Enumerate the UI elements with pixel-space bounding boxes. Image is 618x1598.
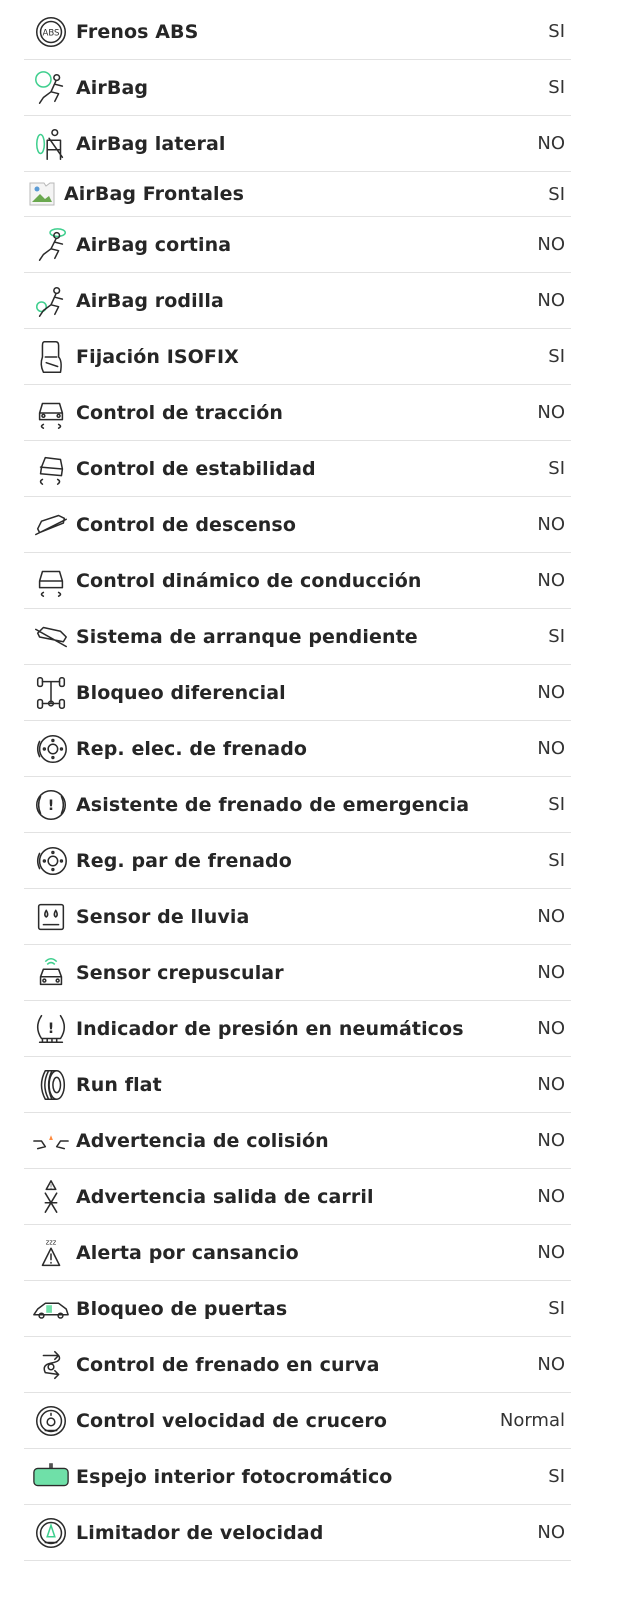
feature-label: AirBag Frontales [64,183,245,205]
feature-value: SI [548,183,565,205]
list-item [24,329,571,385]
feature-value: NO [537,402,565,423]
svg-text:!: ! [49,1183,53,1190]
feature-label: Bloqueo diferencial [76,681,286,704]
list-item [24,1393,571,1449]
rain-sensor-icon [24,897,76,937]
feature-label: AirBag lateral [76,132,226,155]
curtain-airbag-icon [24,225,76,265]
feature-value: NO [537,133,565,154]
hill-descent-icon [24,505,76,545]
feature-value: SI [548,21,565,42]
list-item [24,553,571,609]
feature-label: Fijación ISOFIX [76,345,239,368]
knee-airbag-icon [24,281,76,321]
list-item [24,1505,571,1561]
feature-value: SI [548,794,565,815]
run-flat-tire-icon [24,1065,76,1105]
list-item [24,1281,571,1337]
airbag-icon [24,68,76,108]
feature-label: Run flat [76,1073,162,1096]
feature-label: Control de estabilidad [76,457,316,480]
feature-label: AirBag rodilla [76,289,224,312]
feature-value: NO [537,1354,565,1375]
feature-label: Indicador de presión en neumáticos [76,1017,464,1040]
feature-label: Frenos ABS [76,20,199,43]
door-lock-icon [24,1289,76,1329]
list-item [24,1337,571,1393]
list-item [24,1225,571,1281]
feature-label: Control dinámico de conducción [76,569,422,592]
dynamic-driving-icon [24,561,76,601]
list-item [24,385,571,441]
list-item [24,1169,571,1225]
feature-value: NO [537,1130,565,1151]
list-item [24,273,571,329]
side-airbag-icon [24,124,76,164]
list-item [24,116,571,172]
emergency-brake-icon [24,785,76,825]
feature-value: NO [537,682,565,703]
feature-label: Reg. par de frenado [76,849,292,872]
collision-warning-icon [24,1121,76,1161]
brake-torque-icon [24,841,76,881]
feature-value: NO [537,962,565,983]
feature-label: Asistente de frenado de emergencia [76,793,470,816]
svg-text:!: ! [47,1020,55,1037]
feature-label: Advertencia de colisión [76,1129,329,1152]
feature-label: Bloqueo de puertas [76,1297,288,1320]
broken-image-icon [24,174,64,214]
list-item [24,4,571,60]
feature-label: Control velocidad de crucero [76,1409,388,1432]
list-item [24,217,571,273]
feature-value: SI [548,1466,565,1487]
child-seat-icon [24,337,76,377]
feature-value: SI [548,346,565,367]
lane-departure-icon [24,1177,76,1217]
list-item [24,172,571,217]
list-item [24,833,571,889]
svg-text:zzz: zzz [45,1237,57,1246]
tire-pressure-icon [24,1009,76,1049]
light-sensor-icon [24,953,76,993]
feature-label: Control de tracción [76,401,284,424]
feature-label: Sensor de lluvia [76,905,250,928]
feature-value: NO [537,570,565,591]
feature-value: NO [537,1242,565,1263]
feature-label: Limitador de velocidad [76,1521,324,1544]
photochromic-mirror-icon [24,1457,76,1497]
brake-distribution-icon [24,729,76,769]
fatigue-alert-icon [24,1233,76,1273]
feature-value: NO [537,290,565,311]
feature-value: NO [537,1074,565,1095]
list-item [24,609,571,665]
svg-text:!: ! [47,797,55,814]
traction-control-icon [24,393,76,433]
list-item [24,945,571,1001]
list-item [24,60,571,116]
speed-limiter-icon [24,1513,76,1553]
list-item [24,1001,571,1057]
feature-value: SI [548,77,565,98]
list-item [24,665,571,721]
list-item [24,721,571,777]
feature-value: NO [537,906,565,927]
stability-control-icon [24,449,76,489]
feature-value: NO [537,1522,565,1543]
feature-label: AirBag cortina [76,233,232,256]
feature-value: SI [548,626,565,647]
feature-value: NO [537,234,565,255]
list-item [24,1057,571,1113]
feature-value: SI [548,850,565,871]
feature-value: Normal [499,1410,565,1431]
feature-label: Espejo interior fotocromático [76,1465,393,1488]
list-item [24,889,571,945]
feature-label: Rep. elec. de frenado [76,737,308,760]
feature-value: SI [548,1298,565,1319]
feature-label: Control de frenado en curva [76,1353,380,1376]
list-item [24,777,571,833]
feature-value: NO [537,1018,565,1039]
list-item [24,1113,571,1169]
feature-label: Sensor crepuscular [76,961,284,984]
cornering-brake-icon [24,1345,76,1385]
cruise-control-icon [24,1401,76,1441]
hill-start-icon [24,617,76,657]
feature-value: NO [537,514,565,535]
safety-features-list [24,4,571,1561]
differential-lock-icon [24,673,76,713]
feature-value: SI [548,458,565,479]
feature-value: NO [537,1186,565,1207]
feature-label: Sistema de arranque pendiente [76,625,418,648]
list-item [24,1449,571,1505]
feature-label: Alerta por cansancio [76,1241,299,1264]
abs-brake-icon [24,12,76,52]
feature-label: Control de descenso [76,513,296,536]
feature-value: NO [537,738,565,759]
list-item [24,441,571,497]
list-item [24,497,571,553]
feature-label: Advertencia salida de carril [76,1185,374,1208]
svg-text:ABS: ABS [42,27,60,38]
feature-label: AirBag [76,76,149,99]
